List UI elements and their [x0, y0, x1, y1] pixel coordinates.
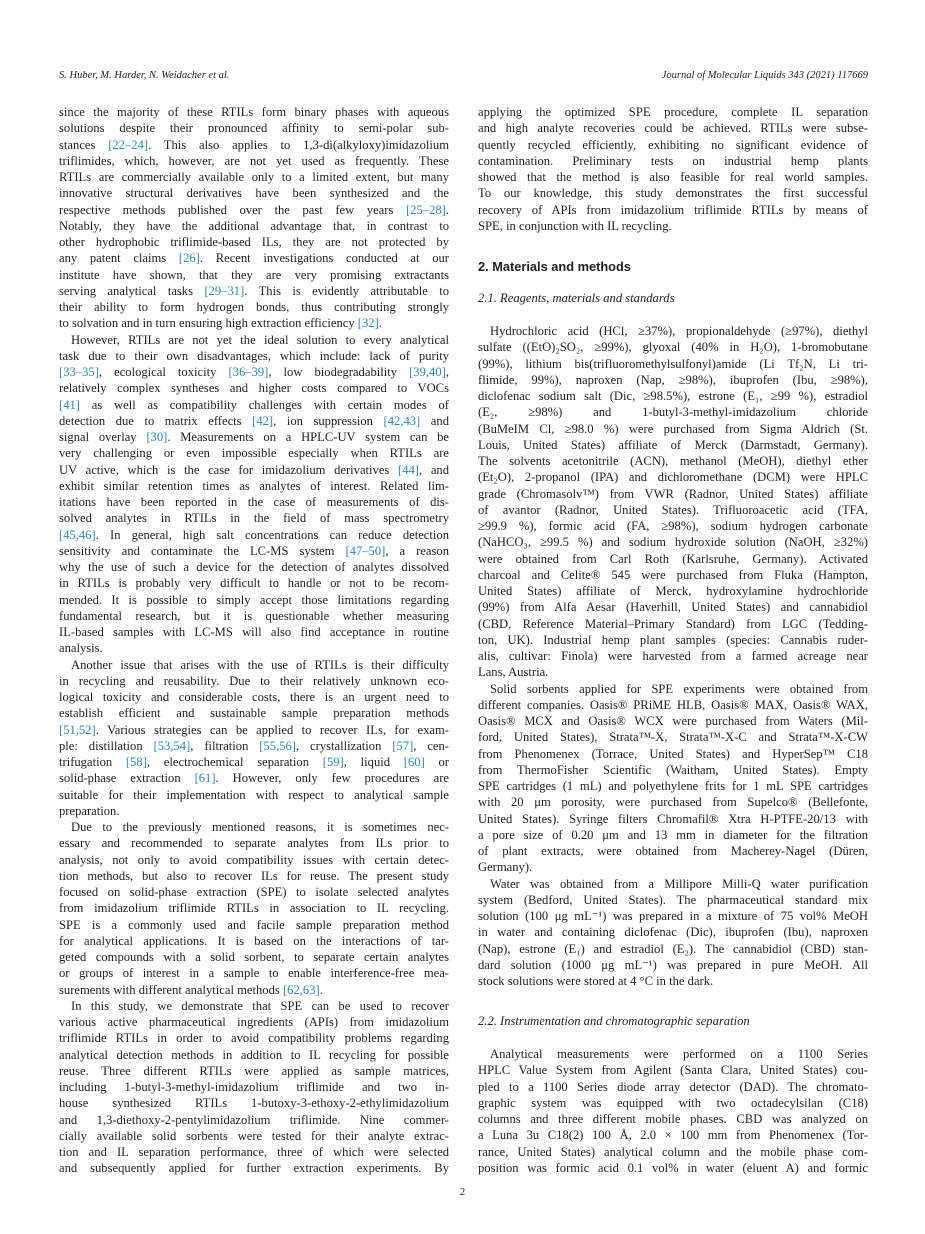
citation-link[interactable]: [51,52] — [59, 722, 96, 737]
text-line: Due to the previously mentioned reasons, it is sometimes nec- — [71, 820, 449, 834]
paragraph — [478, 681, 868, 876]
paragraph — [478, 1046, 868, 1176]
text-line: their ability to form hydrogen bonds, thus contributing strongly — [59, 300, 449, 314]
text-line: (99%), lithium bis(trifluoromethylsulfonyl)amide (Li Tf₂N, Li tri- — [478, 356, 868, 371]
citation-link[interactable]: [58] — [125, 755, 147, 769]
citation-link[interactable]: [45,46] — [59, 527, 96, 542]
text-line: Lans, Austria. — [478, 665, 549, 680]
text-line: SPE is a commonly used and facile sample preparation method — [59, 917, 449, 932]
text-line: from ThermoFisher Scientific (Waitham, United States). Empty — [478, 762, 868, 777]
paragraph — [478, 323, 868, 681]
text-line: Analytical measurements were performed on a 1100 Series — [490, 1047, 868, 1061]
citation-link[interactable]: [62,63] — [282, 982, 320, 997]
paragraph — [478, 104, 868, 234]
text-line: flimide, 99%), naproxen (Nap, ≥98%), ibuprofen (Ibu, ≥98%), — [478, 372, 868, 387]
citation-link[interactable]: [47–50] — [345, 543, 386, 558]
text-line: house synthesized RTILs 1-butoxy-3-ethoxy-2-ethylimidazolium — [59, 1096, 449, 1111]
text-line: graphic system was equipped with two octadecylsilan (C18) — [478, 1095, 868, 1110]
text-line: Oasis® MCX and Oasis® WCX were purchased from Waters (Mil- — [478, 714, 868, 728]
text-line: or groups of interest in a sample to enable interference-free mea- — [59, 966, 449, 981]
text-line: in RTILs is probably very difficult to handle or not to be recom- — [59, 576, 449, 591]
text-line: To our knowledge, this study demonstrates the first successful — [478, 186, 868, 201]
text-line: and high analyte recoveries could be achieved. RTILs were subse- — [478, 121, 868, 136]
citation-link[interactable]: [42,43] — [383, 413, 421, 428]
text-line: geted compounds with a solid sorbent, to separate certain analytes — [59, 950, 449, 964]
paragraph — [59, 332, 449, 657]
text-line: columns and three different mobile phases. CBD was analyzed on — [478, 1112, 868, 1126]
text-line: (E₂, ≥98%) and 1-butyl-3-methyl-imidazolium chloride — [478, 405, 868, 420]
text-line: system (Bedford, United States). The pharmaceutical standard mix — [478, 892, 868, 907]
text-line: task due to their own disadvantages, which include: lack of purity — [59, 348, 449, 363]
text-line: ple: distillation [53,54], filtration [55,56], crystallization [57], cen- — [59, 738, 449, 753]
text-line: triflimides, which, however, are not yet used as frequently. These — [59, 153, 449, 168]
subsection-heading: 2.2. Instrumentation and chromatographic separation — [478, 1014, 750, 1028]
text-line: stances [22–24]. This also applies to 1,3-di(alkyloxy)imidazolium — [59, 137, 450, 152]
text-line: respective methods published over the past few years [25–28]. — [59, 202, 449, 217]
text-line: tion and IL separation performance, three of which were selected — [59, 1145, 449, 1159]
citation-link[interactable]: [26] — [178, 251, 200, 266]
text-line: [45,46]. In general, high salt concentrations can reduce detection — [59, 527, 449, 542]
text-line: However, RTILs are not yet the ideal solution to every analytical — [71, 332, 449, 347]
text-line: Another issue that arises with the use of RTILs is their difficulty — [71, 657, 449, 672]
text-line: stock solutions were stored at 4 °C in the dark. — [478, 974, 714, 988]
text-line: RTILs are commercially available only to a limited extent, but many — [59, 170, 449, 184]
citation-link[interactable]: [39,40] — [409, 365, 446, 379]
text-line: fundamental research, but it is questionable whether measuring — [59, 608, 449, 623]
text-line: analysis, not only to avoid compatibility issues with certain detec- — [59, 852, 449, 867]
text-line: Hydrochloric acid (HCl, ≥37%), propionaldehyde (≥97%), diethyl — [490, 324, 868, 338]
text-line: for analytical applications. It is based on the interactions of tar- — [59, 933, 449, 948]
text-line: pled to a 1100 Series diode array detector (DAD). The chromato- — [478, 1079, 868, 1094]
text-line: (99%) from Alfa Aesar (Haverhill, United States) and cannabidiol — [478, 600, 868, 615]
text-line: very challenging or even impossible especially when RTILs are — [59, 446, 449, 461]
text-line: logical toxicity and considerable costs, there is an urgent need to — [59, 690, 449, 704]
text-line: (NaHCO₃, ≥99.5 %) and sodium hydroxide solution (NaOH, ≥32%) — [478, 535, 868, 550]
text-line: sulfate ((EtO)₂SO₂, ≥99%), glyoxal (40% in H₂O), 1-bromobutane — [478, 340, 868, 355]
text-line: analysis. — [59, 641, 103, 656]
text-line: diclofenac sodium salt (Dic, ≥98.5%), estrone (E₁, ≥99 %), estradiol — [478, 389, 868, 403]
paragraph — [59, 657, 449, 820]
subsection-heading: 2.1. Reagents, materials and standards — [478, 291, 675, 305]
text-line: institute have shown, that they are very promising extractants — [59, 267, 449, 282]
text-line: United States). Syringe filters Chromafil® Xtra H-PTFE-20/13 with — [478, 811, 868, 826]
citation-link[interactable]: [44] — [398, 462, 419, 477]
text-line: The solvents acetonitrile (ACN), methanol (MeOH), diethyl ether — [478, 454, 868, 468]
citation-link[interactable]: [30] — [146, 430, 168, 444]
text-line: ≥99.9 %), formic acid (FA, ≥98%), sodium hydrogen carbonate — [478, 519, 868, 533]
text-line: reuse. Three different RTILs were applied as sample matrices, — [59, 1063, 449, 1078]
text-line: a Luna 3u C18(2) 100 Å, 2.0 × 100 mm from Phenomenex (Tor- — [478, 1128, 868, 1143]
text-line: to solvation and in turn ensuring high extraction efficiency [32]. — [59, 316, 382, 331]
text-line: serving analytical tasks [29–31]. This is evidently attributable to — [59, 283, 449, 298]
text-line: any patent claims [26]. Recent investigations conducted at our — [59, 251, 449, 266]
text-line: quently recycled efficiently, exhibiting no significant evidence of — [478, 137, 868, 152]
citation-link[interactable]: [22–24] — [108, 137, 149, 152]
running-header-authors: S. Huber, M. Harder, N. Weidacher et al. — [59, 70, 230, 81]
citation-link[interactable]: [61] — [194, 771, 216, 786]
citation-link[interactable]: [36–39] — [228, 365, 269, 379]
running-header-journal: Journal of Molecular Liquids 343 (2021) 117669 — [661, 70, 868, 81]
text-line: alis, cultivar: Finola) were harvested from a farmed acreage near — [478, 649, 868, 663]
text-line: sensitivity and contaminate the LC-MS system [47–50], a reason — [59, 543, 449, 558]
text-line: trifugation [58], electrochemical separation [59], liquid [60] or — [59, 755, 450, 769]
text-line: were obtained from Carl Roth (Karlsruhe, Germany). Activated — [478, 551, 868, 566]
text-line: Louis, United States) affiliate of Merck (Darmstadt, Germany). — [478, 437, 868, 452]
text-line: analytical detection methods in addition to IL recycling for possible — [59, 1047, 449, 1062]
citation-link[interactable]: [57] — [392, 738, 414, 753]
page-number: 2 — [459, 1186, 466, 1198]
text-line: Water was obtained from a Millipore Milli-Q water purification — [490, 876, 868, 891]
paragraph — [478, 876, 868, 990]
text-line: including 1-butyl-3-methyl-imidazolium triflimide and two in- — [59, 1080, 449, 1094]
text-line: applying the optimized SPE procedure, complete IL separation — [478, 105, 868, 119]
text-line: dard solution (1000 μg mL⁻¹) was prepared in pure MeOH. All — [478, 957, 868, 972]
text-line: surements with different analytical methods [62,63]. — [59, 982, 323, 997]
text-line: solutions despite their pronounced affinity to semi-polar sub- — [59, 121, 449, 136]
text-line: different companies. Oasis® PRiME HLB, Oasis® MAX, Oasis® WAX, — [478, 697, 868, 712]
text-line: relatively complex syntheses and higher costs compared to VOCs — [59, 381, 449, 396]
text-line: why the use of such a device for the detection of analytes dissolved — [59, 560, 449, 574]
text-line: In this study, we demonstrate that SPE can be used to recover — [71, 998, 449, 1013]
citation-link[interactable]: [32] — [357, 316, 379, 331]
text-line: showed that the method is also feasible for real world samples. — [478, 170, 868, 184]
text-line: cially available solid sorbents were tested for their analyte extrac- — [59, 1128, 449, 1143]
text-line: United States) affiliate of Merck, hydroxylamine hydrochloride — [478, 584, 868, 598]
text-line: Germany). — [478, 860, 533, 875]
text-line: innovative structural derivatives have been synthesized and the — [59, 186, 449, 201]
text-line: solution (100 μg mL⁻¹) was prepared in a mixture of 75 vol% MeOH — [478, 909, 868, 923]
text-line: ford, United States), Strata™-X, Strata™-X-C and Strata™-X-CW — [478, 730, 868, 745]
text-line: since the majority of these RTILs form binary phases with aqueous — [59, 105, 449, 119]
text-line: Solid sorbents applied for SPE experiments were obtained from — [490, 681, 868, 696]
citation-link[interactable]: [53,54] — [153, 738, 191, 753]
paragraph — [59, 104, 449, 332]
text-line: and subsequently applied for further extraction experiments. By — [59, 1161, 449, 1176]
text-line: signal overlay [30]. Measurements on a HPLC-UV system can be — [59, 430, 449, 444]
text-line: and 1,3-diethoxy-2-pentylimidazolium triflimide. Nine commer- — [59, 1112, 449, 1127]
citation-link[interactable]: [59] — [322, 755, 344, 769]
text-line: [33–35], ecological toxicity [36–39], low biodegradability [39,40], — [59, 365, 449, 379]
text-line: itations have been reported in the case of measurements of dis- — [59, 495, 449, 509]
text-line: in recycling and reusability. Due to their relatively unknown eco- — [59, 673, 449, 688]
text-line: rance, United States) analytical column and the mobile phase com- — [478, 1144, 868, 1159]
text-line: (Et₂O), 2-propanol (IPA) and dichloromethane (DCM) were HPLC — [478, 470, 868, 485]
text-line: detection due to matrix effects [42], ion suppression [42,43] and — [59, 413, 449, 428]
text-line: in water and containing diclofenac (Dic), ibuprofen (Ibu), naproxen — [478, 925, 868, 940]
text-line: from Phenomenex (Torrace, United States) and HyperSep™ C18 — [478, 746, 868, 761]
text-line: exhibit similar retention times as analytes of interest. Related lim- — [59, 478, 449, 493]
text-line: ton, UK). Industrial hemp plant samples (species: Cannabis ruder- — [478, 632, 868, 647]
text-line: mended. It is possible to simply accept those limitations regarding — [59, 592, 449, 607]
text-line: contamination. Preliminary tests on industrial hemp plants — [478, 153, 868, 168]
text-line: preparation. — [59, 803, 120, 818]
text-line: of plant extracts, were obtained from Macherey-Nagel (Düren, — [478, 844, 868, 858]
text-line: charcoal and Celite® 545 were purchased from Fluka (Hampton, — [478, 567, 868, 582]
text-line: grade (Chromasolv™) from VWR (Radnor, United States) affiliate — [478, 486, 868, 501]
citation-link[interactable]: [41] — [59, 397, 80, 412]
citation-link[interactable]: [60] — [403, 755, 425, 769]
text-line: (CBD, Reference Material–Primary Standard) from LGC (Tedding- — [478, 616, 868, 631]
citation-link[interactable]: [25–28] — [405, 202, 446, 217]
text-line: SPE, in conjunction with IL recycling. — [478, 218, 672, 233]
text-line: various active pharmaceutical ingredients (APIs) from imidazolium — [59, 1015, 449, 1029]
text-line: triflimide RTILs in order to avoid compatibility problems regarding — [59, 1031, 449, 1046]
text-line: [41] as well as compatibility challenges with certain modes of — [59, 397, 449, 412]
paragraph — [59, 819, 449, 998]
text-line: of avantor (Radnor, United States). Trifluoroacetic acid (TFA, — [478, 502, 868, 517]
section-heading: 2. Materials and methods — [478, 259, 631, 274]
text-line: UV active, which is the case for imidazolium derivatives [44], and — [59, 462, 449, 477]
text-line: tion methods, but also to recover ILs for reuse. The present study — [59, 868, 449, 883]
text-line: IL-based samples with LC-MS will also find acceptance in routine — [59, 625, 449, 639]
text-line: establish efficient and sustainable sample preparation methods — [59, 706, 449, 721]
text-line: Notably, they have the additional advantage that, in contrast to — [59, 218, 449, 233]
text-line: essary and recommended to separate analytes from ILs prior to — [59, 836, 449, 851]
text-line: SPE cartridges (1 mL) and polyethylene frits for 1 mL SPE cartridges — [478, 779, 868, 793]
text-line: (BuMeIM Cl, ≥98.0 %) were purchased from Sigma Aldrich (St. — [478, 421, 868, 436]
text-line: from imidazolium triflimide RTILs in association to IL recycling. — [59, 901, 449, 916]
text-line: with 20 μm porosity, were purchased from Supelco® (Bellefonte, — [478, 795, 868, 810]
text-line: focused on solid-phase extraction (SPE) to isolate selected analytes — [59, 885, 449, 899]
text-line: HPLC Value System from Agilent (Santa Clara, United States) cou- — [478, 1063, 868, 1078]
citation-link[interactable]: [42] — [252, 413, 274, 428]
text-line: (Nap), estrone (E₁) and estradiol (E₂). The cannabidiol (CBD) stan- — [478, 941, 868, 956]
text-line: recovery of APIs from imidazolium triflimide RTILs by means of — [478, 202, 868, 217]
citation-link[interactable]: [33–35] — [59, 365, 99, 379]
text-line: [51,52]. Various strategies can be applied to recover ILs, for exam- — [59, 722, 449, 737]
citation-link[interactable]: [29–31] — [204, 283, 245, 298]
text-line: position was formic acid 0.1 vol% in water (eluent A) and formic — [478, 1160, 868, 1175]
text-line: solid-phase extraction [61]. However, only few procedures are — [59, 771, 449, 786]
paragraph — [59, 998, 449, 1177]
text-line: other hydrophobic triflimide-based ILs, they are not protected by — [59, 235, 449, 249]
citation-link[interactable]: [55,56] — [259, 738, 297, 753]
text-line: solved analytes in RTILs in the field of mass spectrometry — [59, 511, 449, 526]
text-line: a pore size of 0.20 μm and 13 mm in diameter for the filtration — [478, 827, 868, 842]
text-line: suitable for their implementation with respect to analytical sample — [59, 787, 449, 802]
